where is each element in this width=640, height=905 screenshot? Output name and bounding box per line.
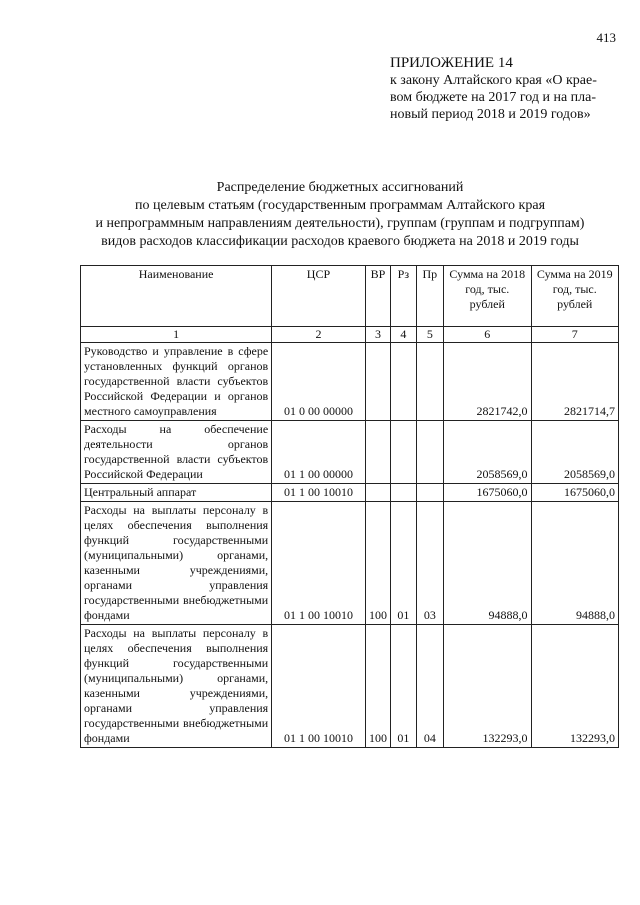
- row-rz: [391, 343, 416, 421]
- row-sum-2018: 132293,0: [444, 625, 531, 748]
- title-line: Распределение бюджетных ассигнований: [216, 180, 464, 195]
- row-vr: 100: [365, 502, 390, 625]
- table-row: [81, 484, 619, 502]
- appendix-line: к закону Алтайского края «О крае-: [390, 73, 597, 88]
- header-sum-2018: Сумма на 2018 год, тыс. рублей: [444, 266, 531, 327]
- row-sum-2019: 1675060,0: [531, 484, 619, 502]
- appendix-block: [390, 55, 622, 123]
- column-number: 6: [444, 327, 531, 343]
- row-rz: [391, 421, 416, 484]
- row-name: Расходы на обеспечение деятельности органов государственной власти субъектов Российской Федерации: [81, 421, 272, 484]
- header-pr: Пр: [416, 266, 443, 327]
- column-number: 2: [272, 327, 366, 343]
- document-title: [60, 179, 620, 251]
- row-name: Расходы на выплаты персоналу в целях обеспечения выполнения функций государственными (муниципальными) органами, казенными учреждениями, органами управления государственными внебюджетными фондами: [81, 625, 272, 748]
- header-vr: ВР: [365, 266, 390, 327]
- table-row: [81, 625, 619, 748]
- table-row: [81, 343, 619, 421]
- appendix-title: ПРИЛОЖЕНИЕ 14: [390, 55, 513, 71]
- column-number: 3: [365, 327, 390, 343]
- row-name: Руководство и управление в сфере установленных функций органов государственной власти субъектов Российской Федерации и органов местного самоуправления: [81, 343, 272, 421]
- row-vr: 100: [365, 625, 390, 748]
- header-rz: Рз: [391, 266, 416, 327]
- title-line: видов расходов классификации расходов краевого бюджета на 2018 и 2019 годы: [101, 234, 579, 249]
- row-name: Центральный аппарат: [81, 484, 272, 502]
- page-number: 413: [596, 30, 616, 45]
- row-vr: [365, 484, 390, 502]
- row-rz: 01: [391, 502, 416, 625]
- row-csr: 01 1 00 00000: [272, 421, 366, 484]
- row-csr: 01 1 00 10010: [272, 502, 366, 625]
- column-number-row: [81, 327, 619, 343]
- row-pr: [416, 421, 443, 484]
- row-pr: 03: [416, 502, 443, 625]
- row-csr: 01 0 00 00000: [272, 343, 366, 421]
- budget-table: [80, 265, 619, 748]
- row-csr: 01 1 00 10010: [272, 484, 366, 502]
- header-csr: ЦСР: [272, 266, 366, 327]
- appendix-line: новый период 2018 и 2019 годов»: [390, 107, 591, 122]
- column-number: 4: [391, 327, 416, 343]
- row-sum-2019: 94888,0: [531, 502, 619, 625]
- row-pr: 04: [416, 625, 443, 748]
- row-sum-2018: 2821742,0: [444, 343, 531, 421]
- row-pr: [416, 484, 443, 502]
- appendix-line: вом бюджете на 2017 год и на пла-: [390, 90, 597, 105]
- column-number: 1: [81, 327, 272, 343]
- row-rz: 01: [391, 625, 416, 748]
- row-sum-2018: 94888,0: [444, 502, 531, 625]
- title-line: и непрограммным направлениям деятельности), группам (группам и подгруппам): [95, 216, 585, 231]
- header-sum-2019: Сумма на 2019 год, тыс. рублей: [531, 266, 619, 327]
- row-sum-2019: 2821714,7: [531, 343, 619, 421]
- row-sum-2019: 2058569,0: [531, 421, 619, 484]
- column-number: 7: [531, 327, 619, 343]
- table-row: [81, 502, 619, 625]
- row-vr: [365, 343, 390, 421]
- row-vr: [365, 421, 390, 484]
- table-row: [81, 421, 619, 484]
- row-rz: [391, 484, 416, 502]
- row-csr: 01 1 00 10010: [272, 625, 366, 748]
- row-name: Расходы на выплаты персоналу в целях обеспечения выполнения функций государственными (муниципальными) органами, казенными учреждениями, органами управления государственными внебюджетными фондами: [81, 502, 272, 625]
- row-pr: [416, 343, 443, 421]
- header-row: [81, 266, 619, 327]
- title-line: по целевым статьям (государственным программам Алтайского края: [134, 198, 546, 213]
- header-name: Наименование: [81, 266, 272, 327]
- row-sum-2018: 1675060,0: [444, 484, 531, 502]
- row-sum-2019: 132293,0: [531, 625, 619, 748]
- column-number: 5: [416, 327, 443, 343]
- row-sum-2018: 2058569,0: [444, 421, 531, 484]
